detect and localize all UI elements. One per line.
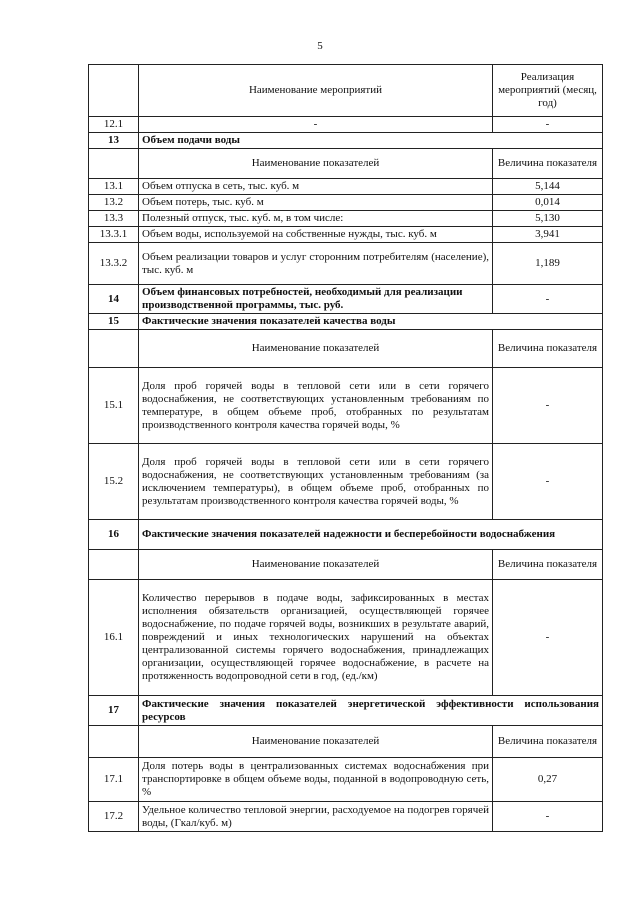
table-row	[89, 444, 603, 520]
header-value-cell: Реализация мероприятий (месяц, год)	[493, 65, 603, 117]
row-name: Объем отпуска в сеть, тыс. куб. м	[139, 179, 493, 195]
row-number: 13.1	[89, 179, 139, 195]
row-number: 13.3.2	[89, 243, 139, 285]
row-value: 5,130	[493, 211, 603, 227]
subheader-name: Наименование показателей	[139, 330, 493, 368]
table-row	[89, 211, 603, 227]
subheader-value: Величина показателя	[493, 149, 603, 179]
program-table	[88, 64, 603, 832]
row-value: 0,014	[493, 195, 603, 211]
row-value: 1,189	[493, 243, 603, 285]
row-number: 13.3.1	[89, 227, 139, 243]
row-name: Доля потерь воды в централизованных системах водоснабжения при транспортировке в общем объеме воды, поданной в водопроводную сеть, %	[139, 758, 493, 802]
section-row	[89, 520, 603, 550]
row-name: -	[139, 117, 493, 133]
section-number: 15	[89, 314, 139, 330]
row-value: 0,27	[493, 758, 603, 802]
row-value: -	[493, 117, 603, 133]
subheader-row	[89, 550, 603, 580]
row-name: Полезный отпуск, тыс. куб. м, в том числе:	[139, 211, 493, 227]
header-number-cell	[89, 65, 139, 117]
section-row	[89, 133, 603, 149]
row-value: -	[493, 444, 603, 520]
row-name: Доля проб горячей воды в тепловой сети или в сети горячего водоснабжения, не соответствующих установленным требованиям (за исключением температуры), в общем объеме проб, отобранных по результатам производственного контроля качества горячей воды, %	[139, 444, 493, 520]
row-number: 12.1	[89, 117, 139, 133]
page-number: 5	[317, 40, 323, 52]
table-row	[89, 802, 603, 832]
table-row	[89, 758, 603, 802]
row-number: 13.2	[89, 195, 139, 211]
subheader-number-cell	[89, 550, 139, 580]
row-number: 14	[89, 285, 139, 314]
table-row	[89, 243, 603, 285]
subheader-row	[89, 149, 603, 179]
section-number: 16	[89, 520, 139, 550]
subheader-number-cell	[89, 330, 139, 368]
section-title: Фактические значения показателей качества воды	[139, 314, 603, 330]
table-header-row	[89, 65, 603, 117]
subheader-value: Величина показателя	[493, 550, 603, 580]
section-row	[89, 314, 603, 330]
row-name: Доля проб горячей воды в тепловой сети или в сети горячего водоснабжения, не соответствующих установленным требованиям по температуре, в общем объеме проб, отобранных по результатам производственного контроля качества горячей воды, %	[139, 368, 493, 444]
table-row	[89, 195, 603, 211]
header-name-cell: Наименование мероприятий	[139, 65, 493, 117]
subheader-row	[89, 330, 603, 368]
row-number: 15.1	[89, 368, 139, 444]
row-name: Количество перерывов в подаче воды, зафиксированных в местах исполнения обязательств организацией, осуществляющей горячее водоснабжение, по подаче горячей воды, возникших в результате аварий, повреждений и иных технологических нарушений на объектах централизованной системы горячего водоснабжения, принадлежащих организации, осуществляющей горячее водоснабжение, в расчете на протяженность водопроводной сети в год, (ед./км)	[139, 580, 493, 696]
row-name: Объем потерь, тыс. куб. м	[139, 195, 493, 211]
subheader-name: Наименование показателей	[139, 726, 493, 758]
subheader-name: Наименование показателей	[139, 149, 493, 179]
row-value: 3,941	[493, 227, 603, 243]
subheader-value: Величина показателя	[493, 330, 603, 368]
row-value: 5,144	[493, 179, 603, 195]
table-row	[89, 580, 603, 696]
section-title: Фактические значения показателей энергетической эффективности использования ресурсов	[139, 696, 603, 726]
row-name: Удельное количество тепловой энергии, расходуемое на подогрев горячей воды, (Гкал/куб. м)	[139, 802, 493, 832]
row-name: Объем реализации товаров и услуг сторонним потребителям (население), тыс. куб. м	[139, 243, 493, 285]
row-value: -	[493, 580, 603, 696]
row-value: -	[493, 285, 603, 314]
subheader-row	[89, 726, 603, 758]
section-number: 13	[89, 133, 139, 149]
section-number: 17	[89, 696, 139, 726]
row-name: Объем воды, используемой на собственные нужды, тыс. куб. м	[139, 227, 493, 243]
row-number: 16.1	[89, 580, 139, 696]
table-row	[89, 285, 603, 314]
row-number: 17.1	[89, 758, 139, 802]
subheader-name: Наименование показателей	[139, 550, 493, 580]
table-row	[89, 227, 603, 243]
table-row	[89, 117, 603, 133]
row-name: Объем финансовых потребностей, необходимый для реализации производственной программы, тыс. руб.	[139, 285, 493, 314]
subheader-number-cell	[89, 726, 139, 758]
row-number: 13.3	[89, 211, 139, 227]
row-number: 15.2	[89, 444, 139, 520]
table-row	[89, 179, 603, 195]
subheader-number-cell	[89, 149, 139, 179]
row-number: 17.2	[89, 802, 139, 832]
section-row	[89, 696, 603, 726]
row-value: -	[493, 368, 603, 444]
section-title: Фактические значения показателей надежности и бесперебойности водоснабжения	[139, 520, 603, 550]
table-row	[89, 368, 603, 444]
subheader-value: Величина показателя	[493, 726, 603, 758]
row-value: -	[493, 802, 603, 832]
section-title: Объем подачи воды	[139, 133, 603, 149]
